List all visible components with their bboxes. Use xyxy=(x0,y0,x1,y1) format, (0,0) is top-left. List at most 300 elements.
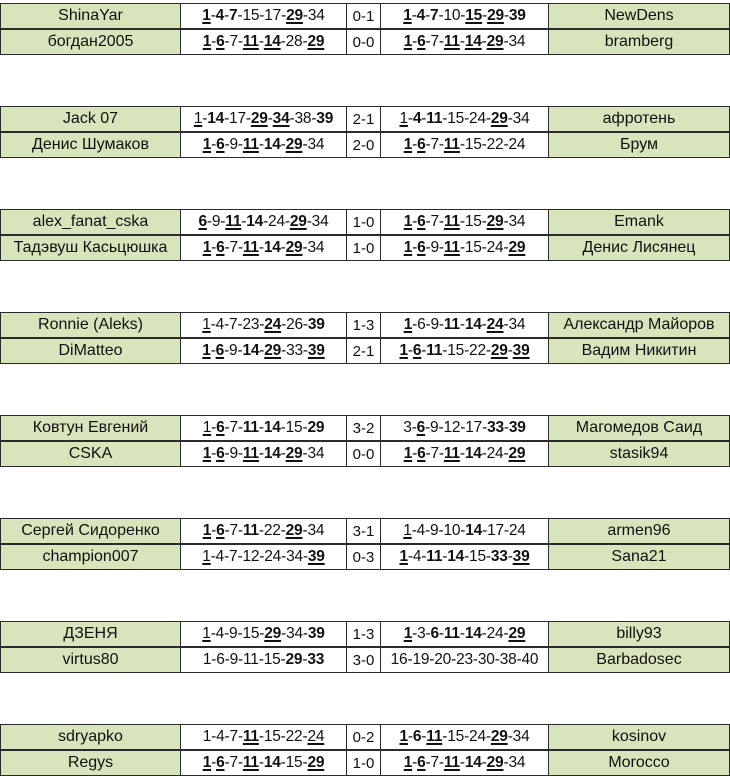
player-right: Александр Майоров xyxy=(548,312,730,338)
number-separator: - xyxy=(224,754,230,771)
number-separator: - xyxy=(459,239,465,256)
drawn-number: 6 xyxy=(198,213,207,230)
number-separator: - xyxy=(224,419,230,436)
sequence-left xyxy=(180,3,347,29)
drawn-number: 17 xyxy=(264,7,282,24)
number-separator: - xyxy=(412,445,418,462)
drawn-number: 29 xyxy=(264,342,282,359)
number-separator: - xyxy=(459,136,465,153)
drawn-number: 1 xyxy=(403,33,413,50)
number-separator: - xyxy=(425,419,431,436)
sequence-left xyxy=(180,106,347,132)
player-right: Денис Лисянец xyxy=(548,235,730,261)
player-left: Regys xyxy=(0,750,181,776)
drawn-number: 17 xyxy=(465,419,483,436)
match-row xyxy=(0,518,730,544)
drawn-number: 9 xyxy=(430,316,439,333)
sequence-right xyxy=(380,750,549,776)
number-separator: - xyxy=(421,110,427,127)
number-separator: - xyxy=(280,651,286,668)
number-separator: - xyxy=(259,342,265,359)
drawn-number: 15 xyxy=(464,213,482,230)
number-separator: - xyxy=(425,445,431,462)
drawn-number: 14 xyxy=(464,445,482,462)
drawn-number: 7 xyxy=(430,213,439,230)
number-separator: - xyxy=(302,239,308,256)
number-separator: - xyxy=(425,625,431,642)
drawn-number: 17 xyxy=(229,110,246,127)
number-separator: - xyxy=(224,7,230,24)
drawn-number: 15 xyxy=(447,728,465,745)
match-row xyxy=(0,132,730,158)
drawn-number: 29 xyxy=(285,239,303,256)
number-separator: - xyxy=(503,33,509,50)
drawn-number: 11 xyxy=(443,33,460,50)
number-separator: - xyxy=(280,522,286,539)
match-row xyxy=(0,106,730,132)
number-separator: - xyxy=(438,33,444,50)
drawn-number: 11 xyxy=(426,548,443,565)
number-separator: - xyxy=(464,110,470,127)
number-separator: - xyxy=(442,342,448,359)
drawn-number: 6 xyxy=(417,316,426,333)
drawn-number: 7 xyxy=(430,7,439,24)
number-separator: - xyxy=(459,213,465,230)
sequence-left xyxy=(180,621,347,647)
number-separator: - xyxy=(442,728,448,745)
drawn-number: 7 xyxy=(229,239,238,256)
drawn-number: 19 xyxy=(412,651,430,668)
match-row xyxy=(0,415,730,441)
number-separator: - xyxy=(507,110,513,127)
drawn-number: 1 xyxy=(399,110,408,127)
number-separator: - xyxy=(302,136,308,153)
drawn-number: 29 xyxy=(285,445,303,462)
number-separator: - xyxy=(280,728,286,745)
number-separator: - xyxy=(241,213,247,230)
drawn-number: 1 xyxy=(202,728,212,745)
drawn-number: 34 xyxy=(508,316,526,333)
number-separator: - xyxy=(238,651,244,668)
drawn-number: 24 xyxy=(508,522,526,539)
drawn-number: 34 xyxy=(508,33,526,50)
drawn-number: 9 xyxy=(229,136,238,153)
number-separator: - xyxy=(459,33,465,50)
drawn-number: 6 xyxy=(430,625,439,642)
number-separator: - xyxy=(482,522,488,539)
drawn-number: 6 xyxy=(416,419,426,436)
number-separator: - xyxy=(302,754,308,771)
drawn-number: 14 xyxy=(464,625,482,642)
drawn-number: 11 xyxy=(443,239,460,256)
number-separator: - xyxy=(438,7,444,24)
drawn-number: 24 xyxy=(307,728,325,745)
drawn-number: 29 xyxy=(307,754,325,771)
number-separator: - xyxy=(460,419,466,436)
match-score: 2-1 xyxy=(346,338,381,364)
drawn-number: 22 xyxy=(486,136,504,153)
drawn-number: 4 xyxy=(416,7,426,24)
drawn-number: 29 xyxy=(490,728,508,745)
number-separator: - xyxy=(442,110,448,127)
drawn-number: 14 xyxy=(207,110,225,127)
drawn-number: 39 xyxy=(307,625,325,642)
drawn-number: 10 xyxy=(443,7,461,24)
drawn-number: 34 xyxy=(508,213,526,230)
number-separator: - xyxy=(237,754,243,771)
number-separator: - xyxy=(503,7,509,24)
drawn-number: 29 xyxy=(486,213,504,230)
number-separator: - xyxy=(211,445,217,462)
drawn-number: 11 xyxy=(243,651,259,668)
player-right: Sana21 xyxy=(548,544,730,570)
drawn-number: 6 xyxy=(417,754,426,771)
number-separator: - xyxy=(425,7,431,24)
number-separator: - xyxy=(429,651,435,668)
drawn-number: 7 xyxy=(229,754,238,771)
drawn-number: 23 xyxy=(242,316,260,333)
sequence-left xyxy=(180,235,347,261)
number-separator: - xyxy=(281,548,287,565)
number-separator: - xyxy=(460,7,466,24)
number-separator: - xyxy=(481,754,487,771)
number-separator: - xyxy=(237,445,243,462)
number-separator: - xyxy=(211,136,217,153)
player-right: Магомедов Саид xyxy=(548,415,730,441)
number-separator: - xyxy=(438,445,444,462)
drawn-number: 38 xyxy=(499,651,517,668)
match-score: 1-0 xyxy=(346,235,381,261)
number-separator: - xyxy=(302,7,308,24)
number-separator: - xyxy=(210,342,216,359)
drawn-number: 29 xyxy=(490,110,508,127)
player-right: Morocco xyxy=(548,750,730,776)
drawn-number: 14 xyxy=(263,419,281,436)
number-separator: - xyxy=(258,136,264,153)
number-separator: - xyxy=(224,625,230,642)
number-separator: - xyxy=(407,110,413,127)
number-separator: - xyxy=(224,651,230,668)
drawn-number: 1 xyxy=(202,625,211,642)
sequence-left xyxy=(180,338,347,364)
match-score: 1-0 xyxy=(346,209,381,235)
drawn-number: 1 xyxy=(202,548,211,565)
number-separator: - xyxy=(302,728,308,745)
number-separator: - xyxy=(237,548,243,565)
drawn-number: 39 xyxy=(307,316,325,333)
number-separator: - xyxy=(438,522,444,539)
drawn-number: 15 xyxy=(464,239,482,256)
drawn-number: 6 xyxy=(417,239,426,256)
number-separator: - xyxy=(302,316,308,333)
drawn-number: 24 xyxy=(486,239,504,256)
number-separator: - xyxy=(259,7,265,24)
number-separator: - xyxy=(485,728,491,745)
number-separator: - xyxy=(459,754,465,771)
drawn-number: 15 xyxy=(285,419,303,436)
drawn-number: 15 xyxy=(263,651,281,668)
drawn-number: 11 xyxy=(242,419,259,436)
number-separator: - xyxy=(425,33,431,50)
number-separator: - xyxy=(464,342,470,359)
drawn-number: 9 xyxy=(229,445,238,462)
number-separator: - xyxy=(224,522,230,539)
drawn-number: 24 xyxy=(508,136,526,153)
match-row xyxy=(0,724,730,750)
number-separator: - xyxy=(516,651,522,668)
drawn-number: 15 xyxy=(464,136,482,153)
number-separator: - xyxy=(503,754,509,771)
drawn-number: 1 xyxy=(202,651,212,668)
number-separator: - xyxy=(280,754,286,771)
number-separator: - xyxy=(289,110,295,127)
drawn-number: 14 xyxy=(263,136,281,153)
number-separator: - xyxy=(280,33,286,50)
drawn-number: 1 xyxy=(202,342,211,359)
sequence-left xyxy=(180,518,347,544)
number-separator: - xyxy=(211,33,217,50)
drawn-number: 11 xyxy=(242,33,259,50)
drawn-number: 9 xyxy=(430,522,439,539)
number-separator: - xyxy=(503,522,509,539)
sequence-right xyxy=(380,235,549,261)
number-separator: - xyxy=(442,548,448,565)
drawn-number: 11 xyxy=(242,728,259,745)
drawn-number: 4 xyxy=(215,548,225,565)
drawn-number: 6 xyxy=(216,754,225,771)
drawn-number: 1 xyxy=(403,522,412,539)
drawn-number: 16 xyxy=(390,651,408,668)
drawn-number: 11 xyxy=(443,316,460,333)
number-separator: - xyxy=(210,316,216,333)
number-separator: - xyxy=(472,651,478,668)
drawn-number: 24 xyxy=(264,316,282,333)
drawn-number: 23 xyxy=(456,651,473,668)
drawn-number: 14 xyxy=(242,342,260,359)
number-separator: - xyxy=(258,445,264,462)
drawn-number: 34 xyxy=(307,136,325,153)
match-score: 1-0 xyxy=(346,750,381,776)
number-separator: - xyxy=(237,316,243,333)
number-separator: - xyxy=(258,728,264,745)
player-left: Jack 07 xyxy=(0,106,181,132)
drawn-number: 15 xyxy=(285,754,303,771)
drawn-number: 11 xyxy=(242,754,259,771)
match-row xyxy=(0,3,730,29)
match-row xyxy=(0,29,730,55)
number-separator: - xyxy=(224,728,230,745)
number-separator: - xyxy=(224,342,230,359)
drawn-number: 1 xyxy=(202,316,211,333)
drawn-number: 40 xyxy=(521,651,539,668)
number-separator: - xyxy=(281,342,287,359)
number-separator: - xyxy=(481,445,487,462)
drawn-number: 4 xyxy=(412,548,422,565)
sequence-left xyxy=(180,209,347,235)
number-separator: - xyxy=(302,651,308,668)
drawn-number: 4 xyxy=(215,316,225,333)
number-separator: - xyxy=(211,728,217,745)
player-right: афротень xyxy=(548,106,730,132)
drawn-number: 17 xyxy=(487,522,504,539)
number-separator: - xyxy=(438,213,444,230)
player-right: bramberg xyxy=(548,29,730,55)
drawn-number: 26 xyxy=(286,316,303,333)
number-separator: - xyxy=(258,419,264,436)
drawn-number: 15 xyxy=(469,548,486,565)
drawn-number: 6 xyxy=(216,419,225,436)
drawn-number: 1 xyxy=(403,316,413,333)
match-score: 0-0 xyxy=(346,29,381,55)
player-left: Ковтун Евгений xyxy=(0,415,181,441)
number-separator: - xyxy=(237,728,243,745)
number-separator: - xyxy=(280,419,286,436)
number-separator: - xyxy=(481,213,487,230)
player-right: Emank xyxy=(548,209,730,235)
number-separator: - xyxy=(407,342,413,359)
drawn-number: 39 xyxy=(307,548,325,565)
number-separator: - xyxy=(211,522,217,539)
drawn-number: 9 xyxy=(229,651,239,668)
number-separator: - xyxy=(412,754,418,771)
sequence-right xyxy=(380,724,549,750)
drawn-number: 14 xyxy=(465,522,483,539)
number-separator: - xyxy=(464,548,470,565)
drawn-number: 24 xyxy=(469,110,486,127)
drawn-number: 38 xyxy=(294,110,312,127)
sequence-left xyxy=(180,29,347,55)
drawn-number: 1 xyxy=(193,110,203,127)
number-separator: - xyxy=(259,316,265,333)
number-separator: - xyxy=(237,33,243,50)
sequence-right xyxy=(380,3,549,29)
drawn-number: 7 xyxy=(430,445,439,462)
drawn-number: 6 xyxy=(417,213,426,230)
number-separator: - xyxy=(459,316,465,333)
number-separator: - xyxy=(224,110,230,127)
drawn-number: 1 xyxy=(202,754,212,771)
drawn-number: 3 xyxy=(417,625,426,642)
drawn-number: 11 xyxy=(443,213,460,230)
drawn-number: 7 xyxy=(430,754,439,771)
sequence-right xyxy=(380,209,549,235)
sequence-left xyxy=(180,132,347,158)
number-separator: - xyxy=(211,754,217,771)
number-separator: - xyxy=(259,625,265,642)
number-separator: - xyxy=(263,213,269,230)
number-separator: - xyxy=(237,7,243,24)
drawn-number: 29 xyxy=(285,522,303,539)
number-separator: - xyxy=(421,342,427,359)
number-separator: - xyxy=(485,342,491,359)
drawn-number: 15 xyxy=(242,7,260,24)
drawn-number: 1 xyxy=(403,136,413,153)
number-separator: - xyxy=(302,342,308,359)
number-separator: - xyxy=(211,239,217,256)
drawn-number: 7 xyxy=(430,33,439,50)
player-left: DiMatteo xyxy=(0,338,181,364)
number-separator: - xyxy=(503,625,509,642)
player-right: Брум xyxy=(548,132,730,158)
sequence-left xyxy=(180,415,347,441)
match-score: 3-1 xyxy=(346,518,381,544)
number-separator: - xyxy=(412,33,418,50)
number-separator: - xyxy=(281,625,287,642)
drawn-number: 1 xyxy=(202,136,212,153)
number-separator: - xyxy=(284,213,290,230)
drawn-number: 15 xyxy=(465,7,483,24)
sequence-right xyxy=(380,106,549,132)
match-row xyxy=(0,338,730,364)
number-separator: - xyxy=(459,445,465,462)
drawn-number: 3 xyxy=(403,419,412,436)
drawn-number: 6 xyxy=(417,445,426,462)
drawn-number: 14 xyxy=(263,754,281,771)
number-separator: - xyxy=(481,316,487,333)
number-separator: - xyxy=(425,754,431,771)
sequence-left xyxy=(180,312,347,338)
drawn-number: 39 xyxy=(508,7,526,24)
number-separator: - xyxy=(507,548,513,565)
drawn-number: 24 xyxy=(264,548,282,565)
drawn-number: 11 xyxy=(426,110,443,127)
drawn-number: 14 xyxy=(246,213,264,230)
number-separator: - xyxy=(412,136,418,153)
number-separator: - xyxy=(438,625,444,642)
drawn-number: 1 xyxy=(399,728,408,745)
match-score: 0-2 xyxy=(346,724,381,750)
drawn-number: 7 xyxy=(229,522,238,539)
drawn-number: 1 xyxy=(202,419,212,436)
player-left: богдан2005 xyxy=(0,29,181,55)
sequence-right xyxy=(380,415,549,441)
number-separator: - xyxy=(280,445,286,462)
sequence-right xyxy=(380,441,549,467)
drawn-number: 29 xyxy=(490,342,508,359)
drawn-number: 22 xyxy=(285,728,303,745)
drawn-number: 11 xyxy=(242,445,259,462)
number-separator: - xyxy=(210,7,216,24)
drawn-number: 7 xyxy=(229,7,238,24)
drawn-number: 20 xyxy=(434,651,452,668)
number-separator: - xyxy=(485,110,491,127)
number-separator: - xyxy=(503,316,509,333)
drawn-number: 1 xyxy=(403,239,413,256)
number-separator: - xyxy=(302,548,308,565)
drawn-number: 7 xyxy=(229,728,238,745)
drawn-number: 29 xyxy=(486,33,504,50)
player-left: champion007 xyxy=(0,544,181,570)
player-right: kosinov xyxy=(548,724,730,750)
drawn-number: 7 xyxy=(229,419,238,436)
drawn-number: 1 xyxy=(202,445,212,462)
number-separator: - xyxy=(482,7,488,24)
sequence-right xyxy=(380,338,549,364)
drawn-number: 15 xyxy=(447,110,465,127)
drawn-number: 12 xyxy=(443,419,461,436)
drawn-number: 34 xyxy=(307,522,325,539)
drawn-number: 29 xyxy=(264,625,282,642)
drawn-number: 1 xyxy=(403,754,413,771)
number-separator: - xyxy=(421,548,427,565)
match-score: 1-3 xyxy=(346,312,381,338)
drawn-number: 6 xyxy=(215,342,225,359)
drawn-number: 24 xyxy=(486,445,504,462)
number-separator: - xyxy=(237,625,243,642)
drawn-number: 10 xyxy=(443,522,461,539)
drawn-number: 7 xyxy=(229,33,238,50)
number-separator: - xyxy=(482,419,488,436)
